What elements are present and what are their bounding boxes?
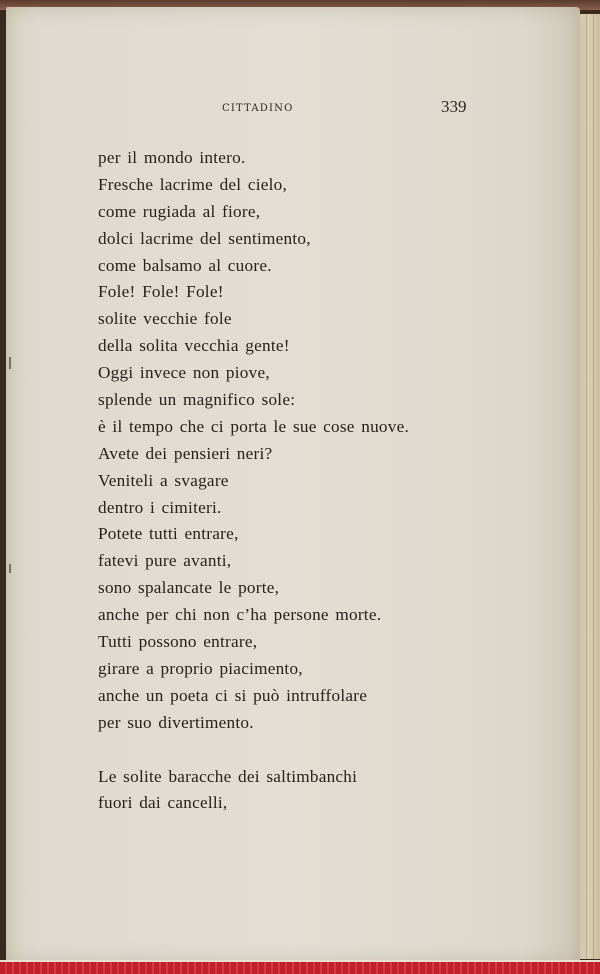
poem-line: Le solite baracche dei saltimbanchi	[98, 766, 358, 786]
poem-line: è il tempo che ci porta le sue cose nuove.	[98, 416, 410, 436]
red-page-edge	[0, 960, 600, 974]
poem-line: per suo divertimento.	[98, 712, 254, 732]
poem-line: sono spalancate le porte,	[98, 578, 280, 598]
poem-line: Veniteli a svagare	[98, 470, 229, 490]
poem-line: fatevi pure avanti,	[98, 551, 232, 571]
poem-line: girare a proprio piacimento,	[98, 658, 303, 678]
page-stack-edge	[578, 14, 600, 959]
poem-line: Tutti possono entrare,	[98, 632, 258, 652]
poem-line: dolci lacrime del sentimento,	[98, 228, 311, 248]
poem-line: della solita vecchia gente!	[98, 336, 290, 356]
poem-line: Fresche lacrime del cielo,	[98, 174, 288, 194]
poem-line: fuori dai cancelli,	[98, 793, 228, 813]
poem-line: Oggi invece non piove,	[98, 363, 270, 383]
poem-text	[98, 145, 538, 817]
poem-line: Avete dei pensieri neri?	[98, 443, 273, 463]
poem-line: anche un poeta ci si può intruffolare	[98, 685, 368, 705]
poem-line: per il mondo intero.	[98, 148, 246, 167]
running-head: CITTADINO	[222, 103, 294, 114]
poem-line: come rugiada al fiore,	[98, 201, 261, 221]
poem-line: dentro i cimiteri.	[98, 497, 222, 517]
poem-line: Potete tutti entrare,	[98, 524, 239, 544]
poem-line: solite vecchie fole	[98, 309, 232, 329]
page-header	[6, 99, 580, 119]
poem-line: splende un magnifico sole:	[98, 390, 296, 410]
page-number: 339	[441, 97, 467, 116]
margin-mark	[9, 564, 11, 573]
stanza-break	[98, 737, 538, 764]
poem-line: anche per chi non c’ha persone morte.	[98, 605, 382, 625]
book-page	[6, 7, 580, 962]
poem-line: Fole! Fole! Fole!	[98, 282, 224, 302]
margin-mark	[9, 357, 11, 369]
poem-line: come balsamo al cuore.	[98, 255, 272, 275]
